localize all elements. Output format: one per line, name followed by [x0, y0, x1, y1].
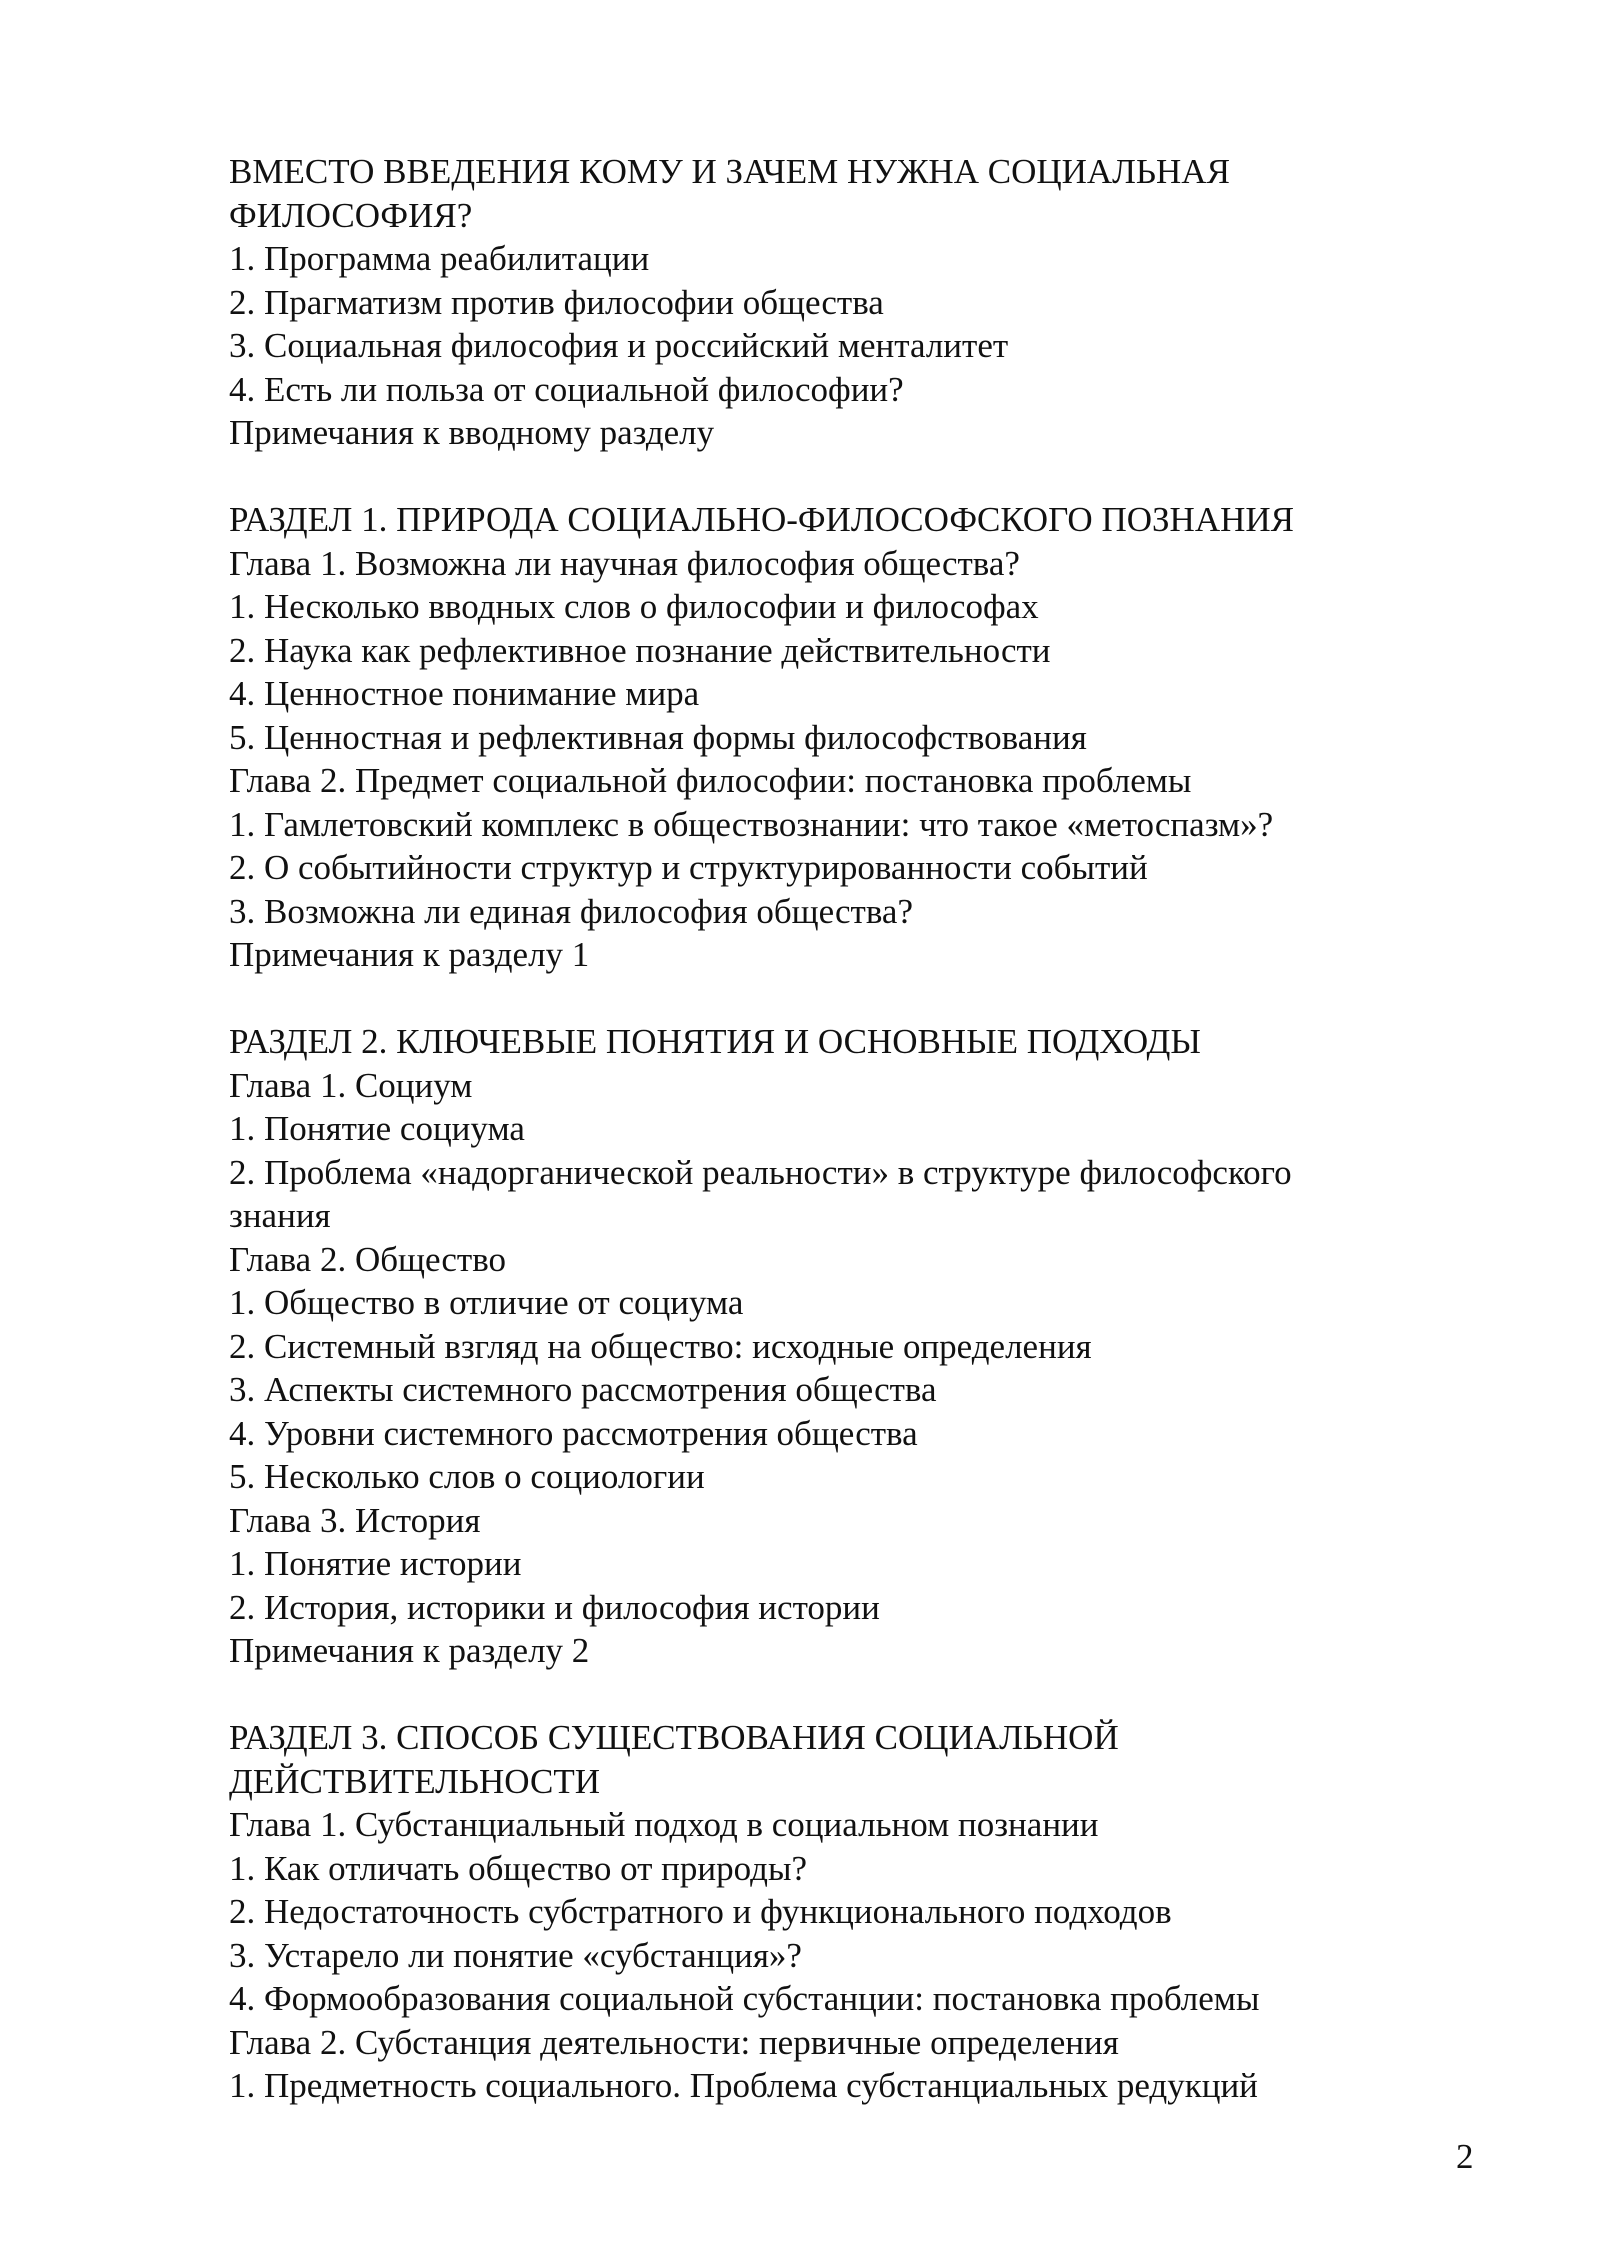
intro-notes: Примечания к вводному разделу	[229, 413, 715, 452]
section-3-heading-line-1: РАЗДЕЛ 3. СПОСОБ СУЩЕСТВОВАНИЯ СОЦИАЛЬНОЙ	[229, 1718, 1119, 1757]
toc-item: 1. Понятие истории	[229, 1544, 522, 1583]
chapter-title: Глава 2. Субстанция деятельности: первичные определения	[229, 2022, 1119, 2062]
section-2	[229, 1020, 1429, 1673]
section-1-heading: РАЗДЕЛ 1. ПРИРОДА СОЦИАЛЬНО-ФИЛОСОФСКОГО ПОЗНАНИЯ	[229, 500, 1294, 539]
toc-item: 2. Прагматизм против философии общества	[229, 282, 884, 322]
section-1-notes: Примечания к разделу 1	[229, 935, 590, 974]
chapter-title: Глава 1. Возможна ли научная философия общества?	[229, 543, 1020, 583]
chapter-title: Глава 1. Социум	[229, 1065, 473, 1105]
toc-item: 2. История, историки и философия истории	[229, 1587, 880, 1627]
toc-item: 2. Недостаточность субстратного и функционального подходов	[229, 1892, 1172, 1931]
section-2-heading: РАЗДЕЛ 2. КЛЮЧЕВЫЕ ПОНЯТИЯ И ОСНОВНЫЕ ПОДХОДЫ	[229, 1022, 1201, 1061]
toc-item: 4. Уровни системного рассмотрения общества	[229, 1413, 918, 1453]
chapter-title: Глава 2. Предмет социальной философии: постановка проблемы	[229, 761, 1192, 800]
toc-item: 1. Как отличать общество от природы?	[229, 1848, 807, 1888]
toc-item: 4. Есть ли польза от социальной философии?	[229, 369, 904, 409]
section-3-heading-line-2: ДЕЙСТВИТЕЛЬНОСТИ	[229, 1761, 600, 1801]
toc-item: 2. Наука как рефлективное познание действительности	[229, 630, 1051, 670]
intro-section	[229, 150, 1429, 455]
section-3	[229, 1716, 1429, 2108]
chapter-title: Глава 2. Общество	[229, 1239, 507, 1279]
toc-item: 1. Предметность социального. Проблема субстанциальных редукций	[229, 2066, 1258, 2105]
toc-item: 3. Аспекты системного рассмотрения общества	[229, 1370, 937, 1409]
toc-item: 5. Несколько слов о социологии	[229, 1457, 705, 1496]
toc-item: 4. Ценностное понимание мира	[229, 674, 700, 713]
intro-heading-line-1: ВМЕСТО ВВЕДЕНИЯ КОМУ И ЗАЧЕМ НУЖНА СОЦИАЛЬНАЯ	[229, 152, 1230, 191]
toc-item: 1. Общество в отличие от социума	[229, 1283, 744, 1322]
chapter-title: Глава 1. Субстанциальный подход в социальном познании	[229, 1805, 1099, 1844]
toc-item: 5. Ценностная и рефлективная формы философствования	[229, 717, 1087, 757]
toc-item: 1. Несколько вводных слов о философии и философах	[229, 587, 1039, 626]
table-of-contents	[229, 150, 1429, 2108]
toc-item: 4. Формообразования социальной субстанции: постановка проблемы	[229, 1979, 1260, 2018]
section-2-notes: Примечания к разделу 2	[229, 1631, 590, 1670]
toc-item-continuation: знания	[229, 1196, 331, 1235]
toc-item: 3. Устарело ли понятие «субстанция»?	[229, 1935, 802, 1975]
toc-item: 2. Проблема «надорганической реальности» в структуре философского	[229, 1152, 1292, 1192]
toc-item: 2. Системный взгляд на общество: исходные определения	[229, 1326, 1092, 1366]
chapter-title: Глава 3. История	[229, 1500, 481, 1540]
toc-item: 1. Гамлетовский комплекс в обществознании: что такое «метоспазм»?	[229, 804, 1274, 844]
section-1	[229, 498, 1429, 977]
page-number: 2	[1456, 2137, 1474, 2176]
intro-heading-line-2: ФИЛОСОФИЯ?	[229, 195, 473, 235]
toc-item: 3. Социальная философия и российский менталитет	[229, 326, 1009, 365]
toc-item: 3. Возможна ли единая философия общества?	[229, 891, 913, 931]
toc-item: 2. О событийности структур и структурированности событий	[229, 848, 1148, 887]
toc-item: 1. Программа реабилитации	[229, 239, 650, 278]
toc-item: 1. Понятие социума	[229, 1109, 525, 1148]
